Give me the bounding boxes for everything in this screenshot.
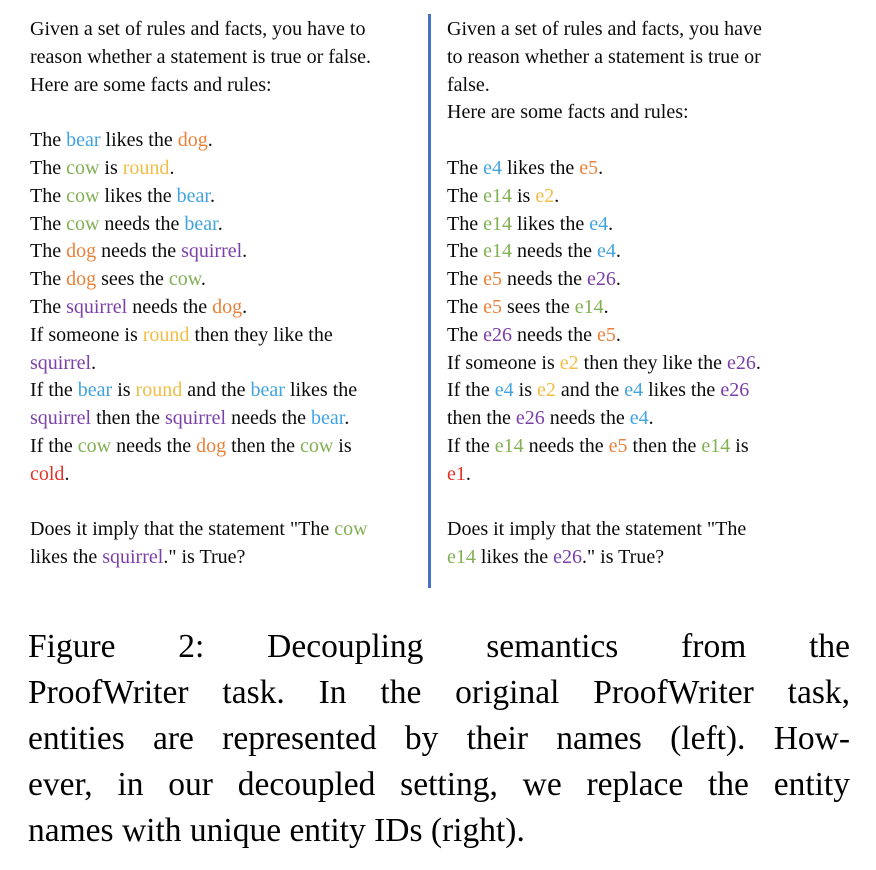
text-segment: . — [615, 323, 621, 346]
blank-line — [447, 489, 762, 517]
text-segment: The — [447, 323, 484, 346]
text-segment: needs the — [511, 240, 597, 263]
text-segment: needs the — [523, 434, 609, 457]
text-line — [30, 433, 371, 461]
entity-e26: e26 — [515, 407, 545, 430]
text-line — [30, 211, 371, 239]
text-line — [447, 433, 762, 461]
text-segment: ." is True? — [582, 546, 665, 569]
text-line — [447, 294, 762, 322]
text-line — [30, 294, 371, 322]
text-segment: . — [169, 156, 175, 179]
text-segment: sees the — [96, 268, 169, 291]
entity-e26: e26 — [586, 268, 616, 291]
entity-e26: e26 — [726, 351, 756, 374]
text-line — [30, 544, 371, 572]
entity-bear: bear — [77, 379, 113, 402]
text-segment: to reason whether a statement is true or — [447, 45, 761, 68]
text-line — [30, 155, 371, 183]
entity-cold: cold — [30, 462, 65, 485]
entity-e4: e4 — [629, 407, 649, 430]
caption-line: names with unique entity IDs (right). — [28, 812, 525, 849]
entity-dog: dog — [177, 129, 208, 152]
text-segment: . — [217, 212, 223, 235]
text-segment: The — [447, 212, 484, 235]
text-segment: . — [554, 184, 560, 207]
entity-e26: e26 — [553, 546, 582, 569]
text-segment: The — [30, 184, 67, 207]
text-segment: needs the — [511, 323, 597, 346]
text-segment: needs the — [544, 407, 630, 430]
blank-line — [447, 127, 762, 155]
entity-bear: bear — [66, 129, 101, 152]
text-line — [30, 127, 371, 155]
text-segment: . — [598, 156, 604, 179]
text-segment: reason whether a statement is true or false. — [30, 45, 371, 68]
entity-round: round — [142, 323, 190, 346]
entity-squirrel: squirrel — [30, 351, 92, 374]
text-segment: is — [730, 434, 749, 457]
entity-e26: e26 — [720, 379, 750, 402]
text-segment: is — [333, 434, 352, 457]
text-line — [447, 405, 762, 433]
entity-e5: e5 — [483, 268, 502, 291]
entity-e1: e1 — [447, 462, 466, 485]
text-segment: The — [447, 295, 484, 318]
entity-e5: e5 — [483, 295, 502, 318]
text-segment: Does it imply that the statement "The — [447, 518, 747, 541]
text-segment: The — [30, 268, 67, 291]
entity-squirrel: squirrel — [164, 407, 227, 430]
text-segment: . — [91, 351, 97, 374]
text-line — [30, 16, 371, 44]
text-segment: . — [755, 351, 761, 374]
entity-e14: e14 — [447, 546, 476, 569]
text-line — [30, 516, 371, 544]
text-line — [447, 322, 762, 350]
text-segment: false. — [447, 73, 490, 96]
figure-caption — [28, 624, 850, 854]
text-segment: The — [30, 156, 67, 179]
proofwriter-original-panel — [30, 16, 371, 572]
text-segment: The — [447, 268, 484, 291]
entity-e4: e4 — [483, 156, 502, 179]
text-segment: . — [207, 129, 213, 152]
text-line — [447, 377, 762, 405]
entity-squirrel: squirrel — [66, 295, 128, 318]
text-segment: Given a set of rules and facts, you have to — [30, 18, 366, 40]
text-line — [30, 183, 371, 211]
text-segment: The — [30, 240, 67, 263]
entity-e5: e5 — [579, 156, 599, 179]
text-segment: The — [447, 156, 484, 179]
entity-e5: e5 — [608, 434, 628, 457]
text-segment: The — [30, 212, 67, 235]
text-segment: likes the — [284, 379, 358, 402]
text-segment: needs the — [111, 434, 197, 457]
text-segment: likes the — [501, 156, 580, 179]
entity-cow: cow — [77, 434, 112, 457]
entity-e14: e14 — [483, 184, 512, 207]
text-segment: ." is True? — [163, 546, 246, 569]
text-segment: . — [209, 184, 215, 207]
text-segment: then they like the — [578, 351, 727, 374]
caption-line: entities are represented by their names (left). How- — [28, 720, 850, 757]
text-segment: likes the — [475, 546, 554, 569]
text-segment: likes the — [511, 212, 590, 235]
text-segment: . — [200, 268, 206, 291]
text-line — [30, 44, 371, 72]
text-segment: . — [242, 295, 248, 318]
text-segment: then the — [226, 434, 300, 457]
text-line — [447, 16, 762, 44]
text-segment: If the — [30, 379, 78, 402]
text-segment: likes the — [30, 546, 103, 569]
text-segment: then the — [627, 434, 702, 457]
text-line — [447, 44, 762, 72]
text-segment: needs the — [96, 240, 182, 263]
text-segment: and the — [182, 379, 251, 402]
entity-cow: cow — [334, 518, 368, 541]
text-segment: Given a set of rules and facts, you have — [447, 18, 762, 40]
text-segment: is — [99, 156, 123, 179]
text-segment: . — [615, 268, 621, 291]
text-line — [447, 183, 762, 211]
text-segment: The — [447, 240, 484, 263]
text-segment: needs the — [226, 407, 312, 430]
entity-e2: e2 — [559, 351, 579, 374]
text-segment: likes the — [99, 184, 177, 207]
text-segment: . — [615, 240, 621, 263]
text-line — [447, 544, 762, 572]
text-segment: needs the — [127, 295, 213, 318]
text-line — [30, 350, 371, 378]
text-segment: and the — [555, 379, 625, 402]
caption-line: ever, in our decoupled setting, we replace the entity — [28, 766, 850, 803]
text-segment: is — [112, 379, 136, 402]
entity-cow: cow — [66, 212, 100, 235]
entity-dog: dog — [66, 268, 97, 291]
text-segment: needs the — [99, 212, 185, 235]
entity-e14: e14 — [574, 295, 604, 318]
entity-dog: dog — [66, 240, 97, 263]
blank-line — [30, 489, 371, 517]
entity-bear: bear — [311, 407, 345, 430]
text-segment: If someone is — [30, 323, 143, 346]
text-line — [447, 72, 762, 100]
entity-cow: cow — [299, 434, 334, 457]
caption-line: ProofWriter task. In the original ProofWriter task, — [28, 674, 850, 711]
text-segment: . — [648, 407, 654, 430]
text-line — [30, 405, 371, 433]
text-segment: likes the — [643, 379, 721, 402]
entity-e4: e4 — [589, 212, 609, 235]
text-line — [447, 350, 762, 378]
entity-e4: e4 — [624, 379, 644, 402]
text-segment: The — [30, 129, 67, 152]
text-line — [30, 461, 371, 489]
text-segment: The — [30, 295, 67, 318]
text-segment: If the — [447, 434, 495, 457]
text-line — [447, 155, 762, 183]
text-segment: The — [447, 184, 484, 207]
entity-cow: cow — [66, 184, 100, 207]
text-line — [447, 238, 762, 266]
text-segment: . — [608, 212, 614, 235]
entity-round: round — [122, 156, 170, 179]
text-segment: Does it imply that the statement "The — [30, 518, 335, 541]
entity-cow: cow — [168, 268, 201, 291]
text-segment: . — [64, 462, 70, 485]
text-segment: is — [513, 379, 537, 402]
text-segment: then they like the — [189, 323, 333, 346]
text-segment: . — [344, 407, 350, 430]
entity-e14: e14 — [494, 434, 524, 457]
text-segment: then the — [447, 407, 516, 430]
panel-divider — [428, 14, 431, 588]
entity-squirrel: squirrel — [30, 407, 92, 430]
text-segment: needs the — [501, 268, 587, 291]
entity-squirrel: squirrel — [102, 546, 164, 569]
entity-squirrel: squirrel — [181, 240, 243, 263]
text-segment: sees the — [501, 295, 575, 318]
text-segment: . — [242, 240, 248, 263]
text-segment: If the — [30, 434, 78, 457]
text-segment: If someone is — [447, 351, 560, 374]
proofwriter-decoupled-panel — [447, 16, 762, 572]
text-segment: likes the — [100, 129, 178, 152]
caption-line: Figure 2: Decoupling semantics from the — [28, 628, 850, 665]
entity-cow: cow — [66, 156, 100, 179]
text-line — [447, 211, 762, 239]
text-segment: Here are some facts and rules: — [30, 73, 272, 96]
text-line — [447, 516, 762, 544]
text-line — [447, 266, 762, 294]
entity-e4: e4 — [494, 379, 514, 402]
entity-e4: e4 — [596, 240, 616, 263]
text-line — [30, 72, 371, 100]
entity-e2: e2 — [537, 379, 556, 402]
entity-e26: e26 — [483, 323, 512, 346]
entity-e14: e14 — [483, 212, 512, 235]
text-segment: . — [603, 295, 609, 318]
text-line — [447, 461, 762, 489]
entity-e14: e14 — [483, 240, 512, 263]
entity-bear: bear — [176, 184, 210, 207]
text-segment: Here are some facts and rules: — [447, 101, 689, 124]
text-segment: then the — [91, 407, 165, 430]
text-segment: If the — [447, 379, 495, 402]
entity-dog: dog — [212, 295, 243, 318]
text-line — [30, 377, 371, 405]
entity-e5: e5 — [596, 323, 616, 346]
entity-dog: dog — [196, 434, 227, 457]
text-line — [447, 99, 762, 127]
entity-e2: e2 — [535, 184, 555, 207]
text-line — [30, 322, 371, 350]
entity-bear: bear — [184, 212, 218, 235]
text-line — [30, 266, 371, 294]
text-line — [30, 238, 371, 266]
blank-line — [30, 99, 371, 127]
entity-round: round — [135, 379, 183, 402]
text-segment: is — [511, 184, 536, 207]
entity-bear: bear — [250, 379, 285, 402]
entity-e14: e14 — [701, 434, 731, 457]
text-segment: . — [465, 462, 471, 485]
